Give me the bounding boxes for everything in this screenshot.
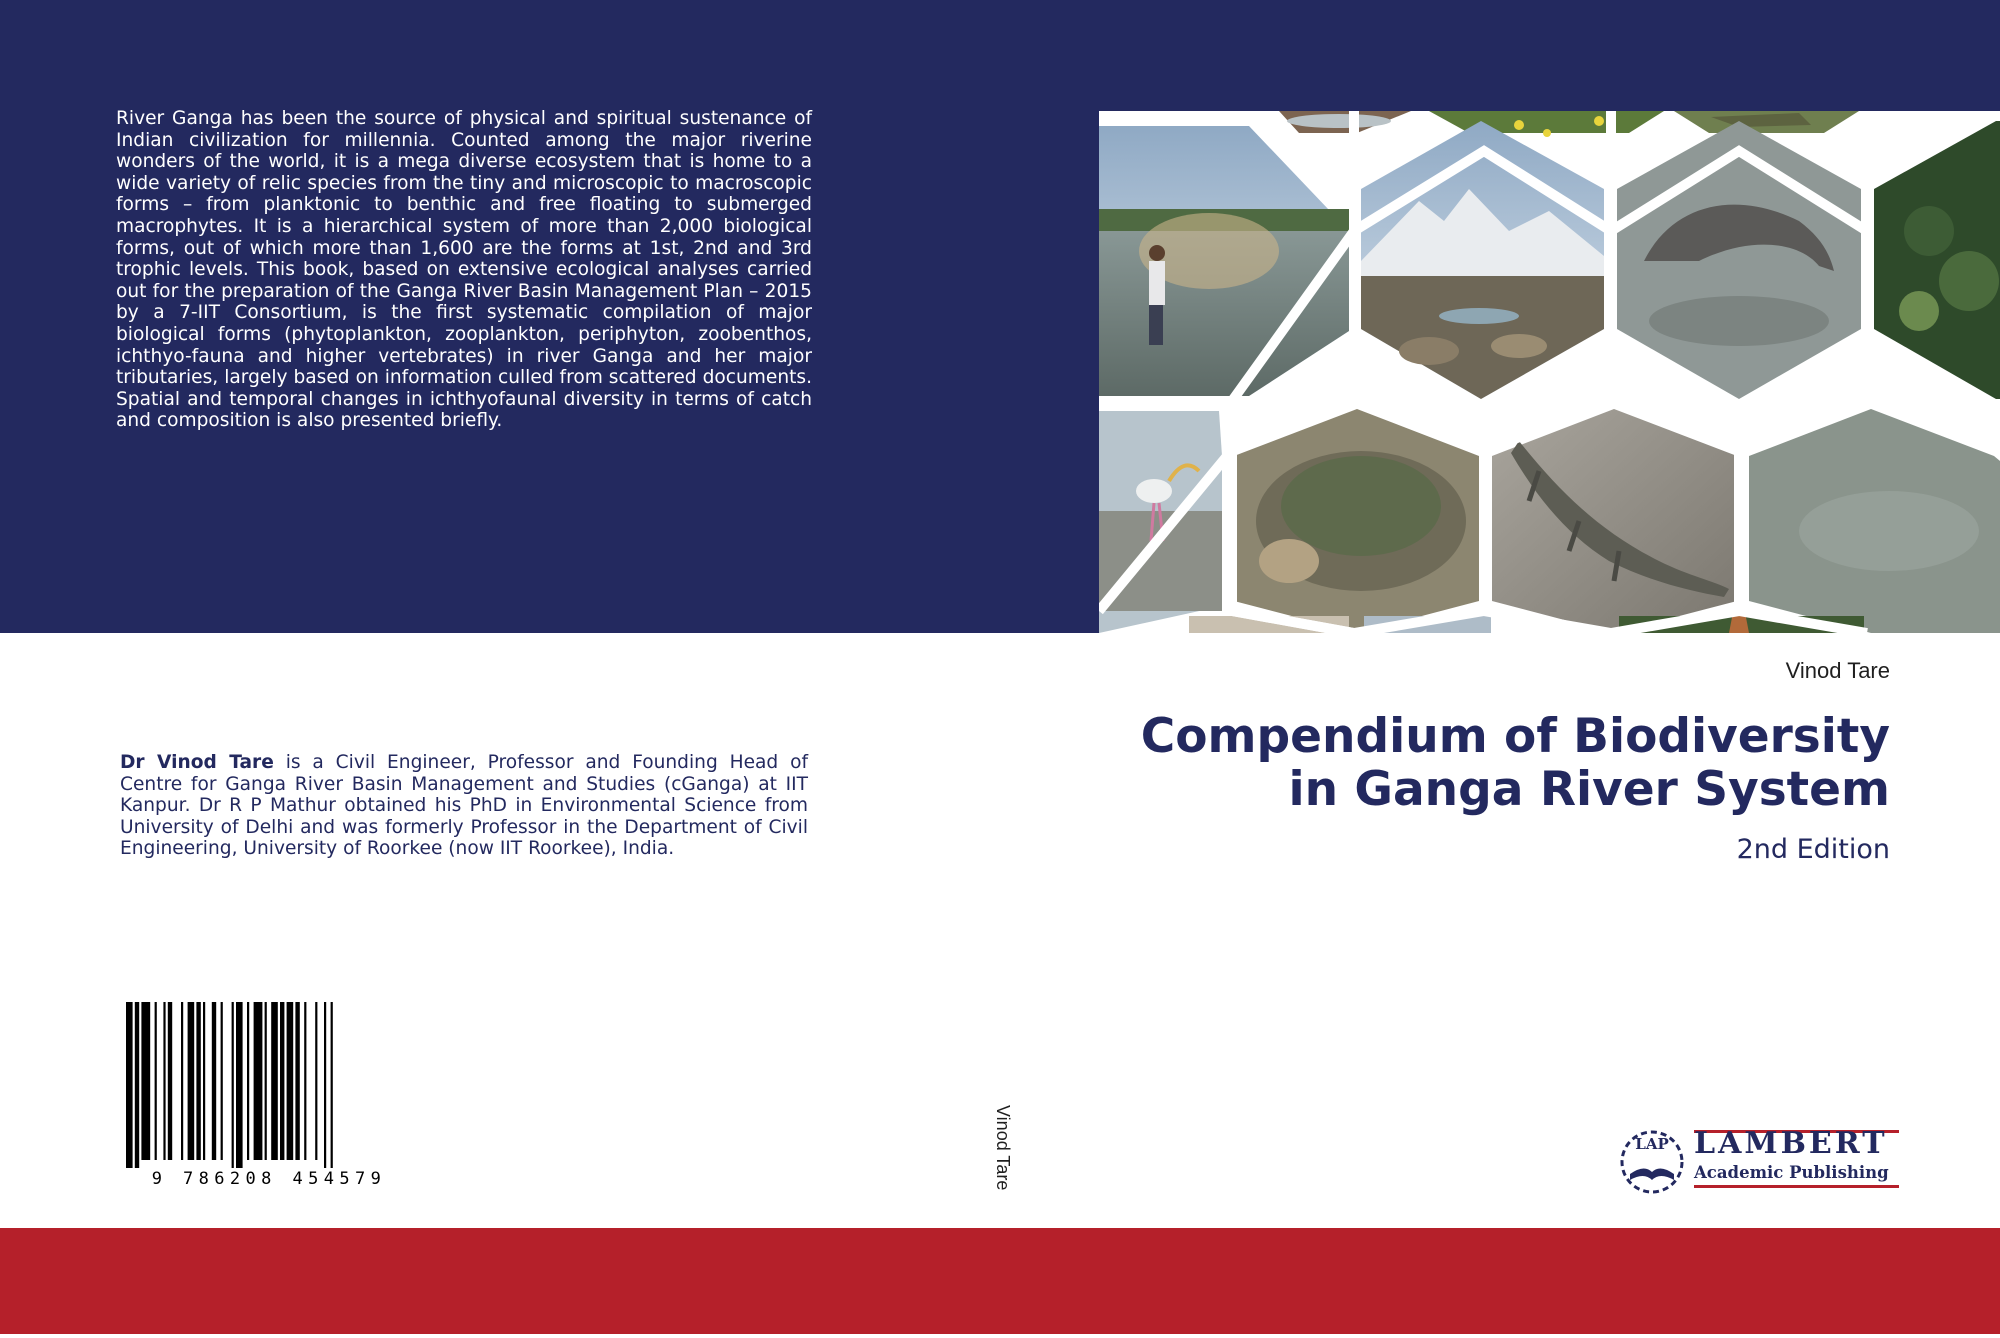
barcode-bar [163, 1002, 165, 1160]
author-bio-text: is a Civil Engineer, Professor and Founding Head of Centre for Ganga River Basin Management and Studies (cGanga) at IIT Kanpur. Dr R P Mathur obtained his PhD in Environmental Science from University of Delhi and was formerly Professor in the Department of Civil Engineering, University of Roorkee (now IIT Roorkee), India. [120, 752, 809, 860]
author-bio-name: Dr Vinod Tare [120, 752, 274, 773]
gharial-tile [1492, 409, 1737, 633]
barcode-bar [271, 1002, 278, 1160]
barcode-bar [295, 1002, 299, 1160]
book-blurb: River Ganga has been the source of physical and spiritual sustenance of Indian civilization for millennia. Counted among the major riverine wonders of the world, it is a mega diverse ecosystem that is home to a wide variety of relic species from the tiny and microscopic to macroscopic forms – from planktonic to benthic and free floating to submerged macrophytes. It is a hierarchical system of more than 2,000 biological forms, out of which more than 1,600 are the forms at 1st, 2nd and 3rd trophic levels. This book, based on extensive ecological analyses carried out for the preparation of the Ganga River Basin Management Plan – 2015 by a 7-IIT Consortium, is the first systematic compilation of major biological forms (phytoplankton, zooplankton, periphyton, zoobenthos, ichthyo-fauna and higher vertebrates) in river Ganga and her major tributaries, largely based on information culled from scattered documents. Spatial and temporal changes in ichthyofaunal diversity in terms of catch and composition is also presented briefly. [116, 108, 812, 432]
barcode-bar [315, 1002, 317, 1160]
barcode-bar [280, 1002, 284, 1160]
bottom-edge [0, 1334, 2000, 1338]
barcode-bar [265, 1002, 267, 1160]
barcode-bar [126, 1002, 133, 1168]
barcode-bar [168, 1002, 172, 1160]
barcode-bar [188, 1002, 195, 1160]
bottom-red-band [0, 1228, 2000, 1338]
barcode-bar [232, 1002, 234, 1168]
isbn-barcode [116, 1002, 422, 1188]
barcode-bar [254, 1002, 263, 1160]
book-title [990, 710, 1890, 816]
lap-badge: LAP [1635, 1135, 1669, 1153]
barcode-bar [155, 1002, 157, 1160]
barcode-bar [221, 1002, 223, 1160]
barcode-bar [141, 1002, 150, 1160]
barcode-bar [181, 1002, 183, 1160]
barcode-bar [203, 1002, 205, 1160]
cover-author: Vinod Tare [1785, 658, 1890, 683]
barcode-bar [236, 1002, 243, 1168]
isbn-digits: 9 786208 454579 [151, 1169, 387, 1188]
barcode-bar [331, 1002, 333, 1168]
barcode-bar [247, 1002, 249, 1160]
publisher-bottom-rule [1694, 1185, 1899, 1188]
publisher-subtitle: Academic Publishing [1694, 1163, 1889, 1182]
book-title-line-2: in Ganga River System [1288, 762, 1890, 817]
spine-author: Vinod Tare [993, 1105, 1013, 1191]
open-book-icon [1630, 1168, 1674, 1180]
barcode-bar [196, 1002, 200, 1160]
author-bio [120, 752, 808, 860]
book-title-line-1: Compendium of Biodiversity [1140, 709, 1890, 764]
barcode-bar [287, 1002, 294, 1160]
barcode-bar [212, 1002, 216, 1160]
barcode-bar [135, 1002, 139, 1168]
publisher-name: LAMBERT [1694, 1126, 1888, 1161]
cover-photo-collage [1099, 111, 2000, 633]
edition-label: 2nd Edition [1736, 834, 1890, 865]
barcode-bar [324, 1002, 326, 1168]
spine [992, 1105, 1020, 1225]
barcode-bar [304, 1002, 306, 1160]
